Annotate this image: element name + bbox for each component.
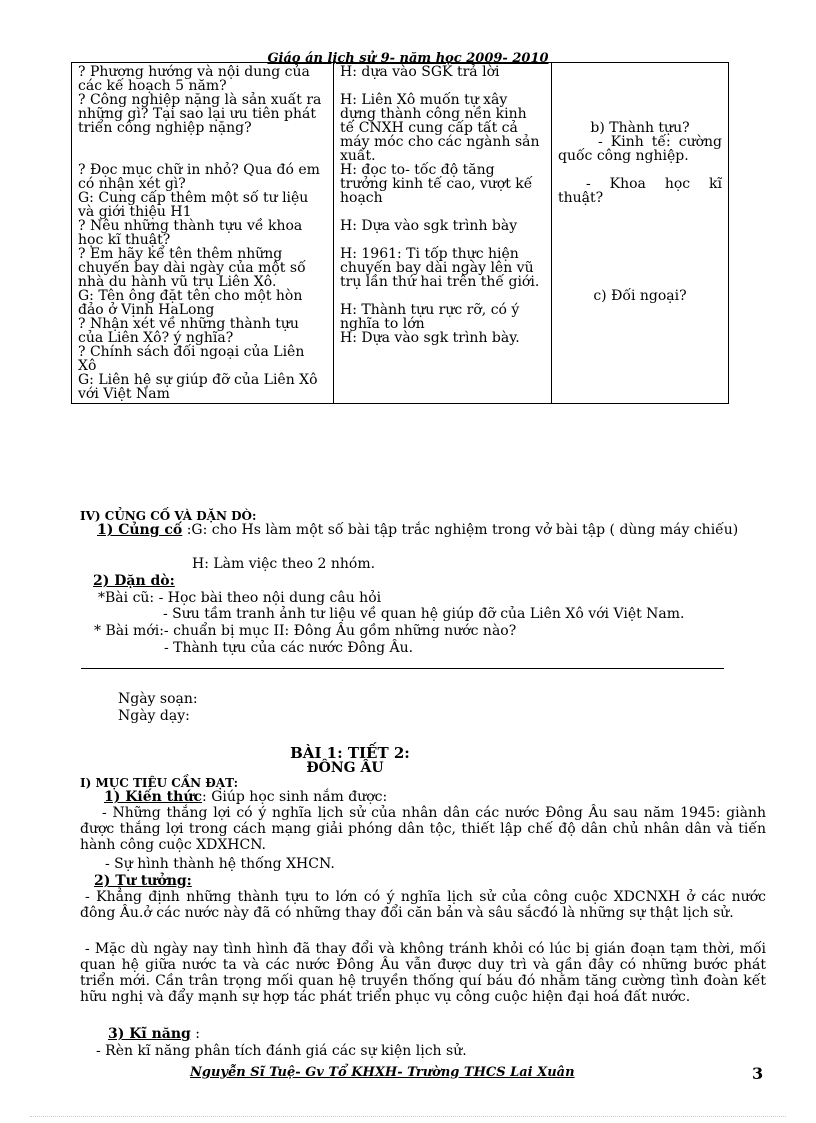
baicu-1: *Bài cũ: - Học bài theo nội dung câu hỏi bbox=[98, 590, 382, 606]
lesson-subtitle: ĐÔNG ÂU bbox=[306, 760, 384, 776]
baicu-2: - Sưu tầm tranh ảnh tư liệu về quan hệ giúp đỡ của Liên Xô với Việt Nam. bbox=[163, 606, 685, 622]
student-answers-column bbox=[334, 63, 552, 404]
table-cell-text: ? Nhận xét về những thành tựu của Liên Xô? ý nghĩa? bbox=[78, 316, 299, 346]
kt-paragraph-2: - Sự hình thành hệ thống XHCN. bbox=[105, 856, 335, 872]
cungco-paragraph bbox=[80, 522, 766, 538]
table-cell-text: G: Liên hệ sự giúp đỡ của Liên Xô với Việt Nam bbox=[78, 372, 318, 402]
table-cell-text: ? Chính sách đối ngoại của Liên Xô bbox=[78, 344, 305, 374]
kienthuc-label: 1) Kiến thức bbox=[104, 789, 203, 805]
separator-line bbox=[81, 668, 724, 669]
teacher-questions-column bbox=[72, 63, 334, 404]
baimoi-1: * Bài mới:- chuẩn bị mục II: Đông Âu gồm những nước nào? bbox=[94, 623, 517, 639]
kinang-line bbox=[108, 1026, 200, 1042]
muctieu-heading: I) MỤC TIÊU CẦN ĐẠT: bbox=[80, 776, 239, 790]
table-cell-text: - Khoa học kĩ thuật? bbox=[558, 176, 722, 206]
kinang-label: 3) Kĩ năng bbox=[108, 1026, 191, 1042]
baimoi-2: - Thành tựu của các nước Đông Âu. bbox=[164, 640, 414, 656]
table-cell-text: H: Dựa vào sgk trình bày bbox=[340, 218, 518, 234]
page-header: Giáo án lịch sử 9- năm học 2009- 2010 bbox=[267, 51, 549, 66]
table-cell-text: ? Đọc mục chữ in nhỏ? Qua đó em có nhận xét gì? bbox=[78, 162, 320, 192]
table-cell-text: G: Tên ông đặt tên cho một hòn đảo ở Vịnh HaLong bbox=[78, 288, 303, 318]
kn-paragraph-1: - Rèn kĩ năng phân tích đánh giá các sự kiện lịch sử. bbox=[96, 1043, 467, 1059]
lesson-table bbox=[71, 62, 729, 404]
table-cell-text: H: Liên Xô muốn tự xây dựng thành công nền kinh tế CNXH cung cấp tất cả máy móc cho các ngành sản xuất. bbox=[340, 92, 540, 164]
table-cell-text: c) Đối ngoại? bbox=[593, 288, 687, 304]
table-cell-text: ? Công nghiệp nặng là sản xuất ra những gì? Tại sao lại ưu tiên phát triển công nghiệp nặng? bbox=[78, 92, 322, 136]
table-cell-text: ? Nêu những thành tựu về khoa học kĩ thuật? bbox=[78, 218, 303, 248]
page-number: 3 bbox=[752, 1064, 764, 1083]
tutuong-label: 2) Tư tưởng: bbox=[94, 873, 192, 889]
table-cell-text: b) Thành tựu? bbox=[590, 120, 690, 136]
table-cell-text: H: đọc to- tốc độ tăng trưởng kinh tế cao, vượt kế hoạch bbox=[340, 162, 533, 206]
table-cell-text: H: dựa vào SGK trả lời bbox=[340, 64, 500, 80]
content-column bbox=[552, 63, 729, 404]
page-footer: Nguyễn Sĩ Tuệ- Gv Tổ KHXH- Trường THCS Lai Xuân bbox=[190, 1065, 575, 1080]
danzo-label: 2) Dặn dò: bbox=[93, 573, 175, 589]
tt-paragraph-1: - Khẳng định những thành tựu to lớn có ý nghĩa lịch sử của công cuộc XDCNXH ở các nước đông Âu.ở các nước này đã có những thay đổi căn bản và sâu sắcđó là những sự thật lịch sử. bbox=[80, 889, 766, 921]
table-cell-text: H: Thành tựu rực rỡ, có ý nghĩa to lớn bbox=[340, 302, 520, 332]
kienthuc-text: : Giúp học sinh nắm được: bbox=[202, 789, 388, 805]
kinang-text: : bbox=[190, 1026, 200, 1042]
kienthuc-line bbox=[104, 789, 387, 805]
table-cell-text: G: Cung cấp thêm một số tư liệu và giới thiệu H1 bbox=[78, 190, 309, 220]
kt-paragraph-1: - Những thắng lợi có ý nghĩa lịch sử của nhân dân các nước Đông Âu sau năm 1945: giành được thắng lợi trong cách mạng giải phóng dân tộc, thiết lập chế độ dân chủ nhân dân và tiến hành công cuộc XDXHCN. bbox=[80, 805, 766, 853]
table-cell-text: - Kinh tế: cường quốc công nghiệp. bbox=[558, 134, 722, 164]
cungco-label: 1) Củng cố bbox=[97, 522, 183, 538]
section-iv-title: IV) CỦNG CỐ VÀ DẶN DÒ: bbox=[80, 509, 257, 523]
cungco-text: :G: cho Hs làm một số bài tập trắc nghiệm trong vở bài tập ( dùng máy chiếu) bbox=[182, 522, 739, 538]
cungco-h: H: Làm việc theo 2 nhóm. bbox=[192, 556, 376, 572]
tt-paragraph-2: - Mặc dù ngày nay tình hình đã thay đổi và không tránh khỏi có lúc bị gián đoạn tạm thời, mối quan hệ giữa nước ta và các nước Đông Âu vẫn được duy trì và gần đây có những bước phát triển mới. Cần trân trọng mối quan hệ truyền thống quí báu đó nhằm tăng cường tình đoàn kết hữu nghị và đẩy mạnh sự hợp tác phát triển phục vụ công cuộc hiện đại hoá đất nước. bbox=[80, 941, 766, 1005]
lesson-title: BÀI 1: TIẾT 2: bbox=[290, 744, 410, 762]
table-cell-text: ? Em hãy kể tên thêm những chuyến bay dài ngày của một số nhà du hành vũ trụ Liên Xô. bbox=[78, 246, 306, 290]
table-cell-text: ? Phương hướng và nội dung của các kế hoạch 5 năm? bbox=[78, 64, 310, 94]
table-cell-text: H: 1961: Ti tốp thực hiện chuyến bay dài ngày lên vũ trụ lần thứ hai trên thế giới. bbox=[340, 246, 540, 290]
page-bottom-border bbox=[30, 1116, 786, 1117]
table-cell-text: H: Dựa vào sgk trình bày. bbox=[340, 330, 520, 346]
ngay-day: Ngày dạy: bbox=[118, 708, 190, 724]
ngay-soan: Ngày soạn: bbox=[118, 691, 198, 707]
